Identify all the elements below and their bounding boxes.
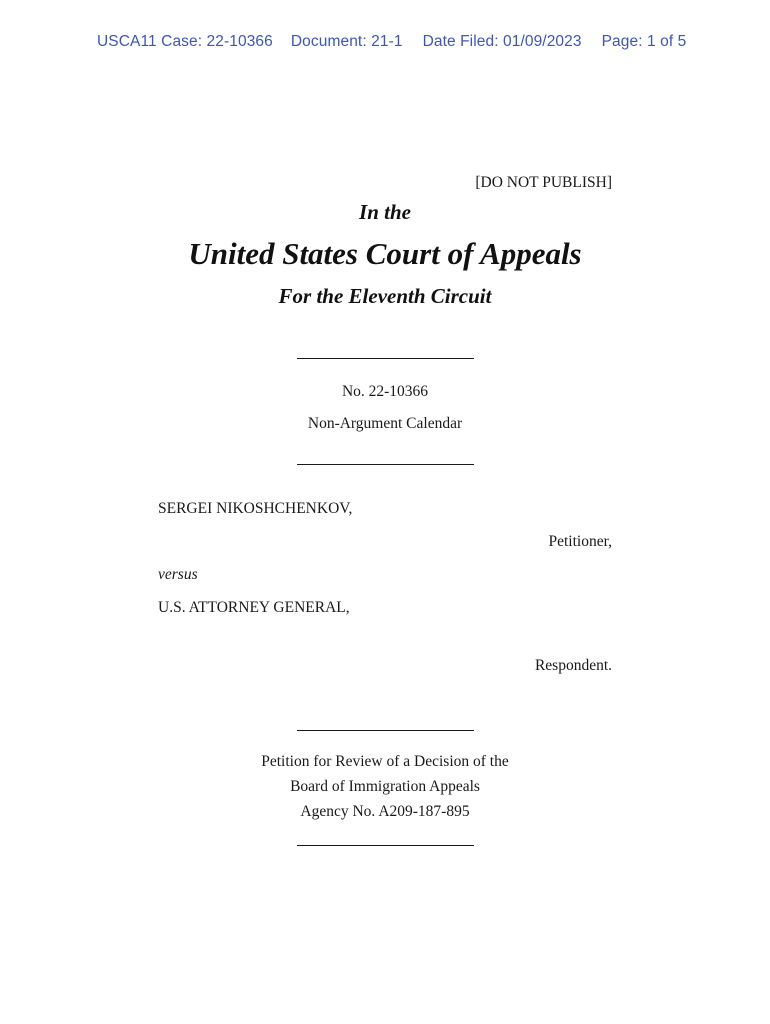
case-number-header: USCA11 Case: 22-10366 bbox=[97, 33, 273, 50]
petitioner-role: Petitioner, bbox=[548, 533, 612, 550]
petitioner-name: SERGEI NIKOSHCHENKOV, bbox=[158, 500, 353, 517]
divider-rule bbox=[297, 845, 474, 846]
date-filed-header: Date Filed: 01/09/2023 bbox=[422, 33, 582, 50]
versus-label: versus bbox=[158, 566, 198, 583]
agency-number: Agency No. A209-187-895 bbox=[300, 803, 470, 820]
court-intro: In the bbox=[359, 200, 411, 224]
filing-header bbox=[97, 33, 686, 51]
respondent-role: Respondent. bbox=[534, 657, 612, 674]
page-count-header: Page: 1 of 5 bbox=[601, 33, 687, 50]
divider-rule bbox=[297, 358, 474, 359]
divider-rule bbox=[297, 730, 474, 731]
petition-line-1: Petition for Review of a Decision of the bbox=[261, 753, 509, 770]
calendar-type: Non-Argument Calendar bbox=[307, 415, 463, 432]
document-number-header: Document: 21-1 bbox=[290, 33, 403, 50]
publish-status: [DO NOT PUBLISH] bbox=[475, 174, 612, 191]
divider-rule bbox=[297, 464, 474, 465]
petition-line-2: Board of Immigration Appeals bbox=[290, 778, 480, 795]
case-number: No. 22-10366 bbox=[341, 383, 429, 400]
court-name: United States Court of Appeals bbox=[188, 236, 582, 271]
respondent-name: U.S. ATTORNEY GENERAL, bbox=[158, 599, 350, 616]
court-circuit: For the Eleventh Circuit bbox=[278, 284, 492, 308]
